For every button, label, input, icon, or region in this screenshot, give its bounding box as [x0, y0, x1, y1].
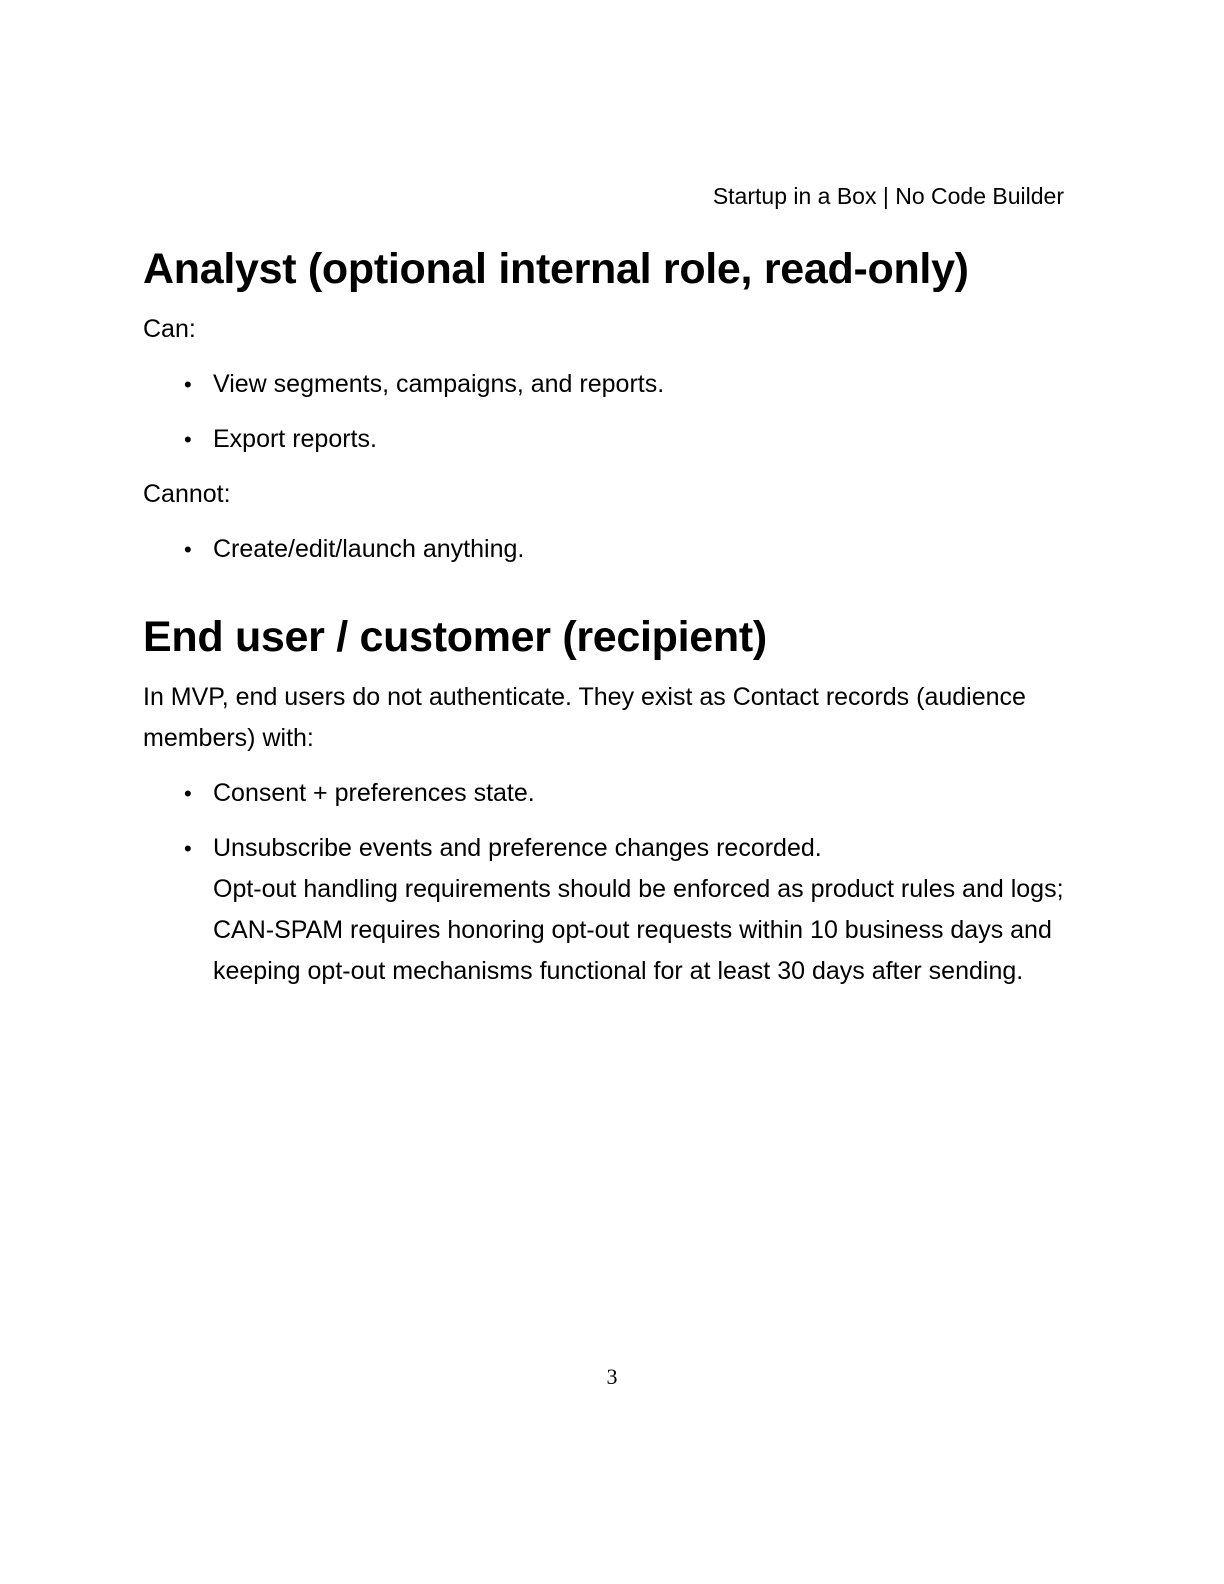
bullet-icon: •	[184, 427, 192, 452]
cannot-list	[143, 529, 1073, 570]
list-item-text: Consent + preferences state.	[213, 779, 535, 807]
bullet-icon: •	[184, 372, 192, 397]
can-list	[143, 364, 1073, 460]
list-item	[184, 364, 1073, 405]
list-item-text: View segments, campaigns, and reports.	[213, 370, 665, 398]
list-item-text: Export reports.	[213, 425, 377, 453]
end-user-intro: In MVP, end users do not authenticate. They exist as Contact records (audience members) with:	[143, 683, 1026, 752]
analyst-section	[143, 243, 1073, 570]
list-item-text: Create/edit/launch anything.	[213, 535, 525, 563]
list-item-note: Opt-out handling requirements should be enforced as product rules and logs; CAN-SPAM requires honoring opt-out requests within 10 business days and keeping opt-out mechanisms functional for at least 30 days after sending.	[213, 875, 1064, 985]
end-user-list	[143, 773, 1073, 992]
list-item	[184, 773, 1073, 814]
cannot-label: Cannot:	[143, 480, 231, 508]
section-heading-analyst: Analyst (optional internal role, read-only)	[143, 245, 969, 293]
page-content	[143, 243, 1073, 992]
list-item	[184, 828, 1073, 992]
list-item-text: Unsubscribe events and preference changes recorded.	[213, 834, 822, 862]
can-label: Can:	[143, 315, 196, 343]
bullet-icon: •	[184, 836, 192, 861]
end-user-section	[143, 611, 1073, 992]
bullet-icon: •	[184, 781, 192, 806]
page-number: 3	[606, 1364, 618, 1389]
list-item	[184, 529, 1073, 570]
section-heading-end-user: End user / customer (recipient)	[143, 613, 767, 661]
bullet-icon: •	[184, 537, 192, 562]
list-item	[184, 419, 1073, 460]
running-header: Startup in a Box | No Code Builder	[712, 183, 1064, 209]
